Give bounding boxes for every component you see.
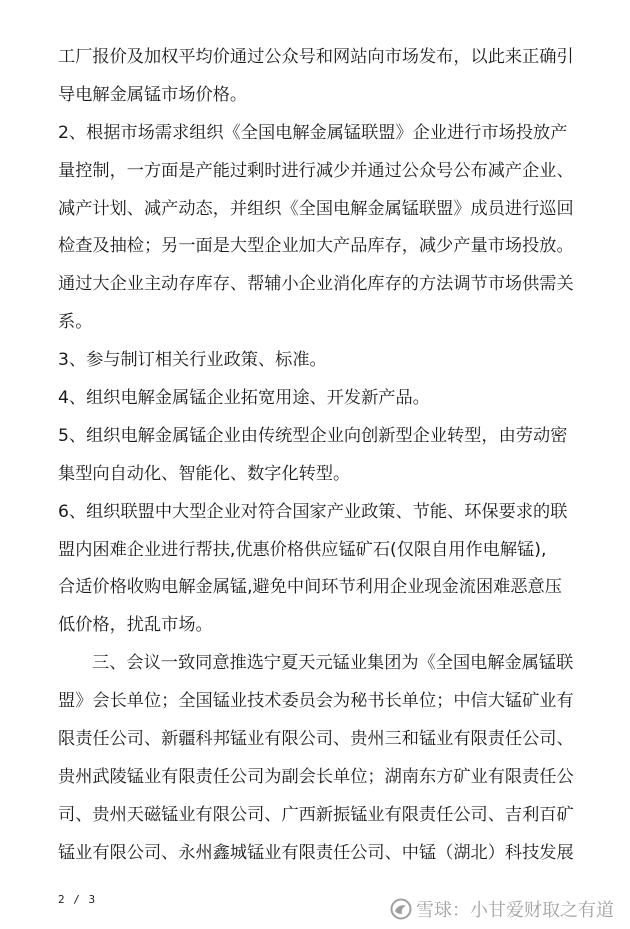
text-line: 5、组织电解金属锰企业由传统型企业向创新型企业转型，由劳动密 <box>58 425 568 446</box>
text-line: 锰业有限公司、永州鑫城锰业有限责任公司、中锰（湖北）科技发展 <box>58 842 574 863</box>
text-line: 系。 <box>58 312 93 333</box>
text-line: 减产计划、减产动态，并组织《全国电解金属锰联盟》成员进行巡回 <box>58 198 574 219</box>
text-line: 盟》会长单位；全国锰业技术委员会为秘书长单位；中信大锰矿业有 <box>58 691 574 712</box>
text-line: 量控制，一方面是产能过剩时进行减少并通过公众号公布减产企业、 <box>58 160 574 181</box>
text-line: 2、根据市场需求组织《全国电解金属锰联盟》企业进行市场投放产 <box>58 122 568 143</box>
text-line: 3、参与制订相关行业政策、标准。 <box>58 350 327 371</box>
snowball-logo-icon <box>390 898 412 920</box>
text-line: 司、贵州天磁锰业有限公司、广西新振锰业有限责任公司、吉利百矿 <box>58 804 574 825</box>
section-heading-line: 三、会议一致同意推选宁夏天元锰业集团为《全国电解金属锰联 <box>92 653 574 674</box>
text-line: 限责任公司、新疆科邦锰业有限公司、贵州三和锰业有限责任公司、 <box>58 729 574 750</box>
text-line: 低价格，扰乱市场。 <box>58 615 213 636</box>
document-body <box>58 44 578 878</box>
text-line: 检查及抽检；另一面是大型企业加大产品库存，减少产量市场投放。 <box>58 236 574 257</box>
text-line: 导电解金属锰市场价格。 <box>58 84 248 105</box>
text-line: 贵州武陵锰业有限责任公司为副会长单位；湖南东方矿业有限责任公 <box>58 766 574 787</box>
text-line: 盟内困难企业进行帮扶,优惠价格供应锰矿石(仅限自用作电解锰), <box>58 539 547 560</box>
text-line: 通过大企业主动存库存、帮辅小企业消化库存的方法调节市场供需关 <box>58 274 574 295</box>
watermark <box>390 896 614 922</box>
page-number: 2 / 3 <box>58 893 97 906</box>
text-line: 6、组织联盟中大型企业对符合国家产业政策、节能、环保要求的联 <box>58 501 568 522</box>
text-line: 4、组织电解金属锰企业拓宽用途、开发新产品。 <box>58 388 430 409</box>
text-line: 集型向自动化、智能化、数字化转型。 <box>58 463 351 484</box>
text-line: 工厂报价及加权平均价通过公众号和网站向市场发布，以此来正确引 <box>58 47 574 67</box>
text-line: 合适价格收购电解金属锰,避免中间环节利用企业现金流困难恶意压 <box>58 577 562 598</box>
watermark-text: 雪球：小甘爱财取之有道 <box>416 900 614 921</box>
